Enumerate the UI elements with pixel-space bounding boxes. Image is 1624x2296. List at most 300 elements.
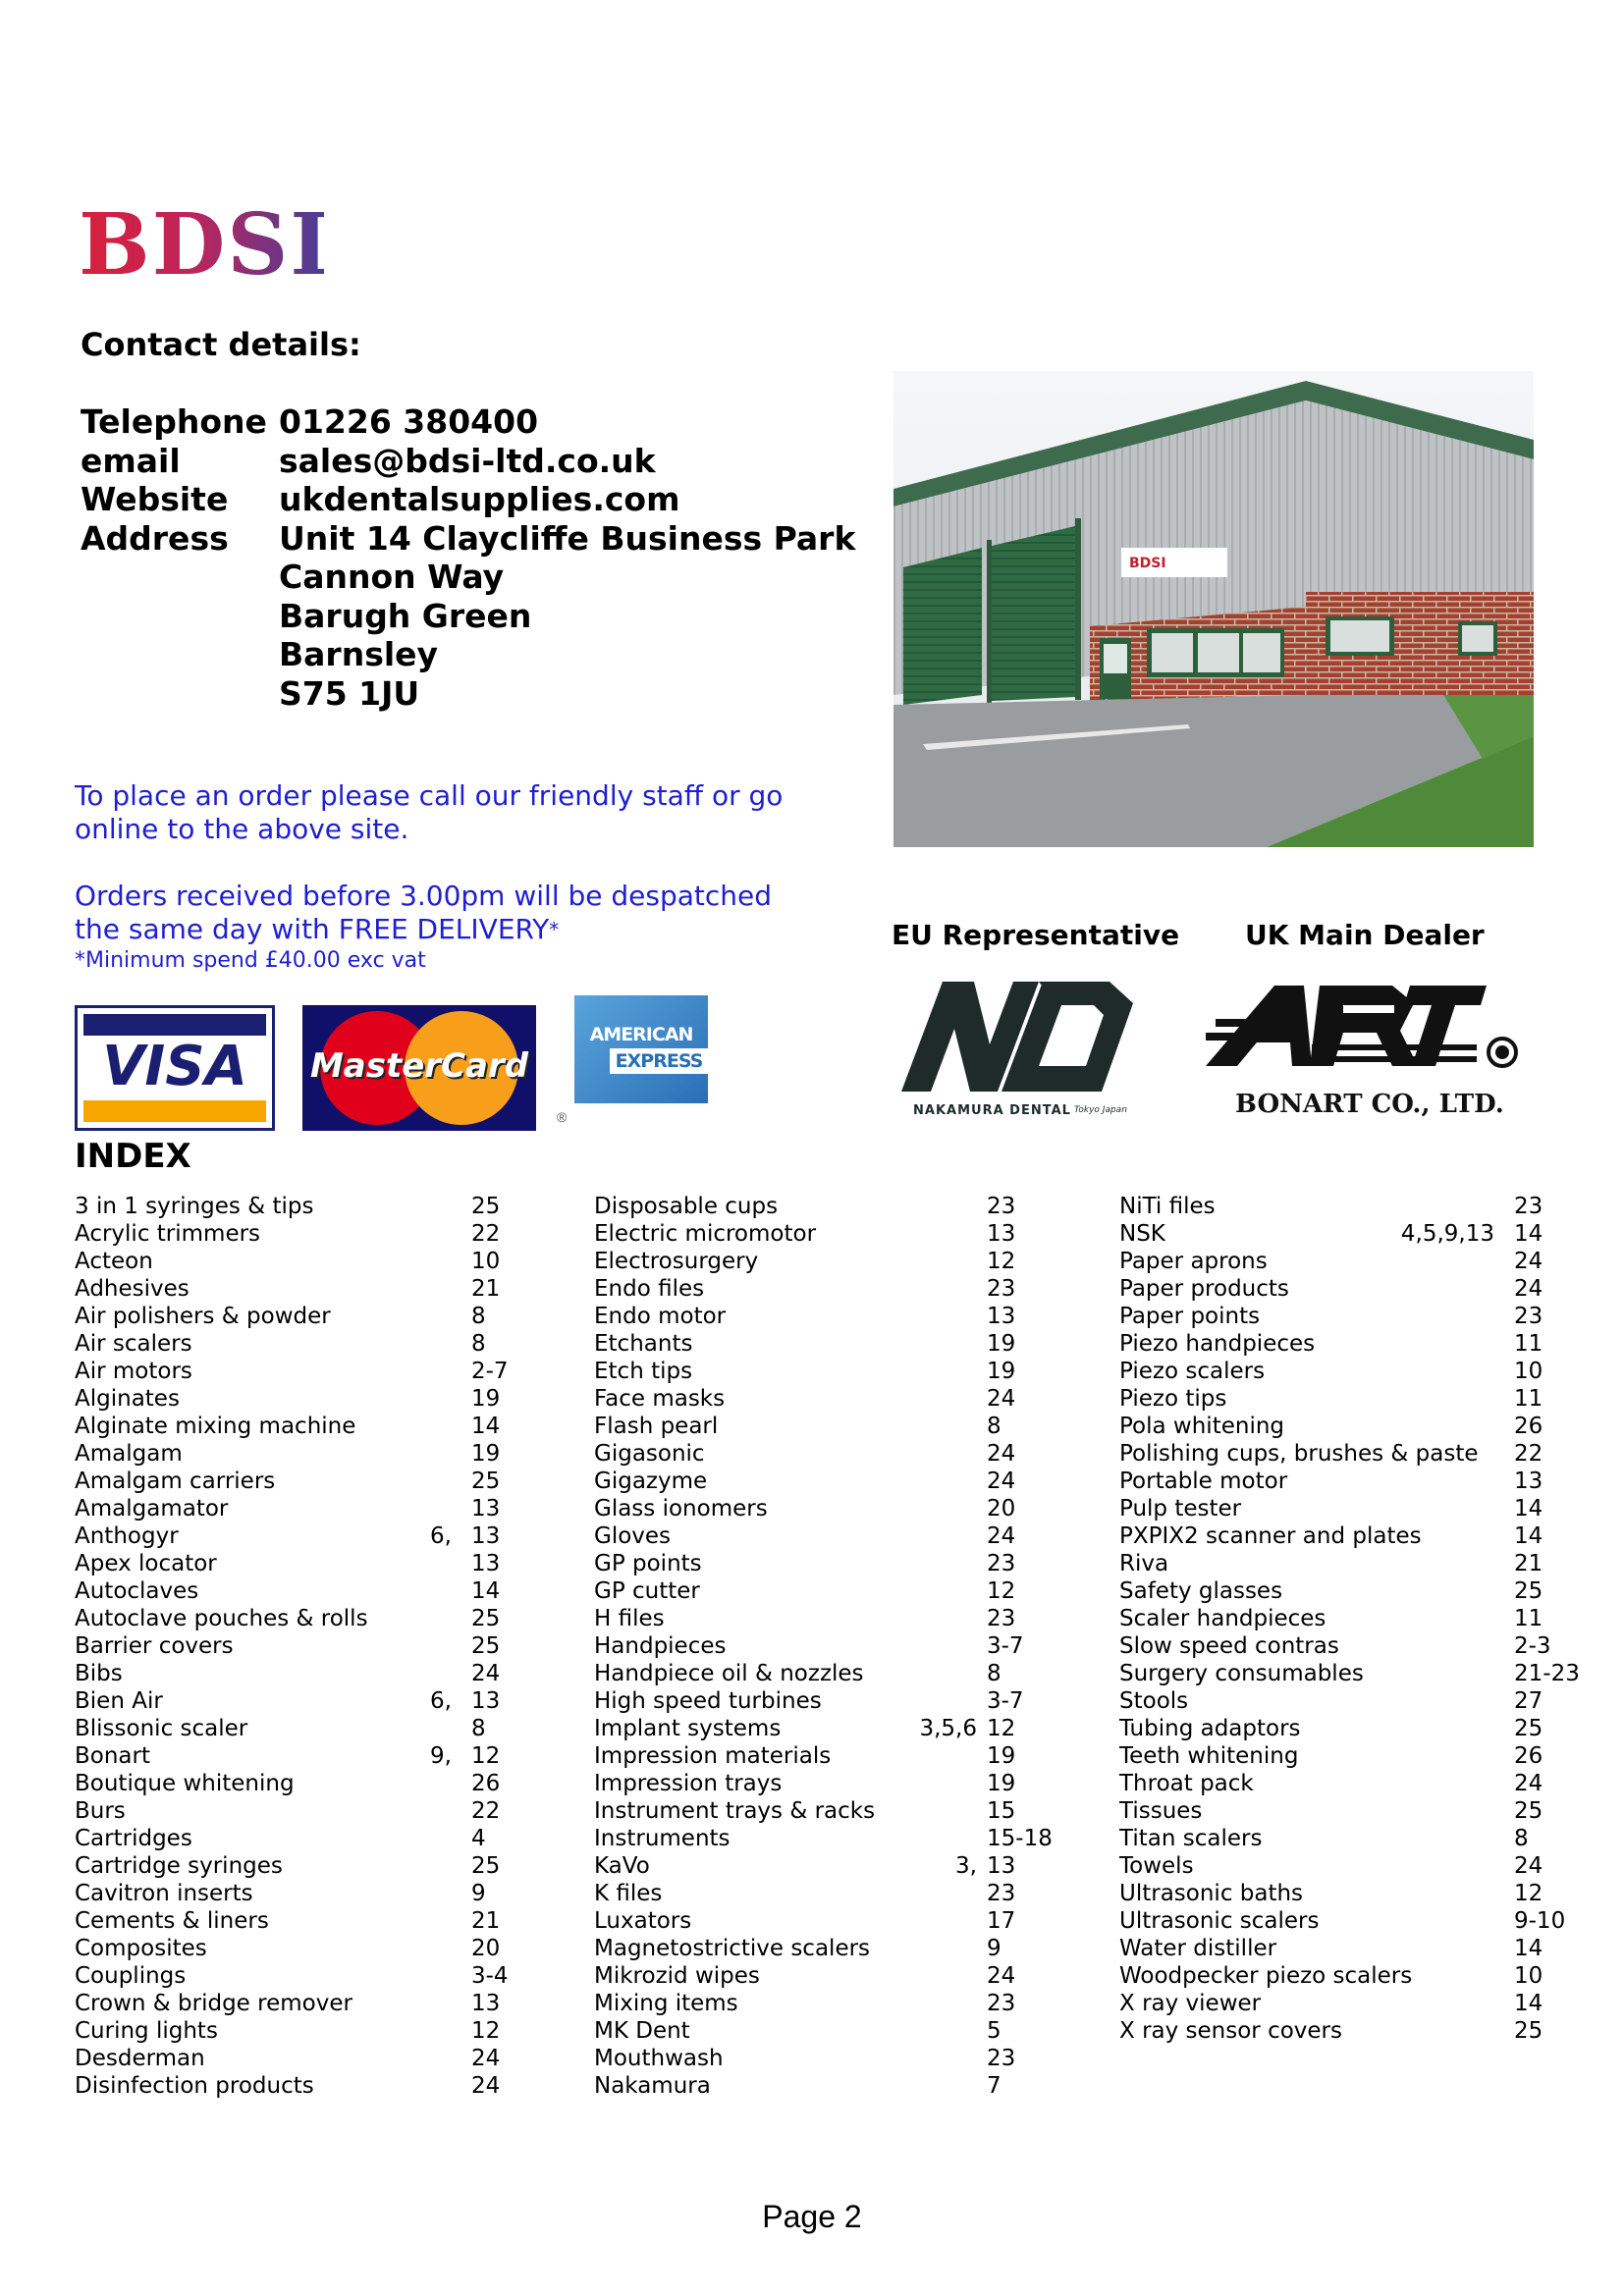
index-entry-name: Disposable cups [594, 1194, 779, 1219]
index-entry [594, 1275, 1016, 1303]
index-entry-page: 15 [987, 1798, 1016, 1824]
index-entry [1119, 1275, 1591, 1303]
index-entry-page: 24 [1514, 1853, 1543, 1879]
index-entry-name: Ultrasonic scalers [1119, 1908, 1320, 1934]
visa-bottom-band [83, 1100, 266, 1122]
index-entry-page: 22 [1514, 1441, 1543, 1467]
index-entry [75, 2045, 507, 2072]
index-entry [594, 1358, 1016, 1385]
index-entry-name: Disinfection products [75, 2073, 314, 2099]
index-entry-page: 13 [471, 1688, 501, 1714]
index-entry-name: Instruments [594, 1826, 731, 1851]
index-entry-name: Adhesives [75, 1276, 189, 1302]
index-entry [75, 1962, 507, 1990]
visa-wordmark: VISA [102, 1035, 247, 1098]
index-entry [1119, 1852, 1591, 1880]
index-entry-page: 20 [987, 1496, 1016, 1522]
minimum-spend-note: *Minimum spend £40.00 exc vat [75, 948, 426, 973]
index-entry [594, 1687, 1024, 1715]
index-entry-page: 21 [1514, 1551, 1543, 1576]
index-entry-name: GP cutter [594, 1578, 700, 1604]
index-entry [1119, 1660, 1591, 1687]
index-entry [1119, 1687, 1591, 1715]
index-entry [1119, 1797, 1591, 1825]
index-entry [594, 1577, 1016, 1605]
index-entry-name: NSK [1119, 1221, 1165, 1247]
index-entry-name: Scaler handpieces [1119, 1606, 1326, 1631]
index-entry-name: Implant systems [594, 1716, 782, 1741]
index-entry-page: 25 [1514, 1578, 1543, 1604]
index-entry-name: Amalgam carriers [75, 1468, 276, 1494]
index-entry [75, 1880, 507, 1907]
index-entry [75, 1193, 507, 1220]
index-entry [1119, 1632, 1591, 1660]
index-entry-page: 12 [1514, 1881, 1543, 1906]
building-sign-text: BDSI [1129, 556, 1166, 571]
index-entry-name: Piezo tips [1119, 1386, 1227, 1412]
index-entry [75, 1797, 507, 1825]
index-entry-name: Boutique whitening [75, 1771, 295, 1796]
index-entry-name: Safety glasses [1119, 1578, 1283, 1604]
index-entry-name: Alginates [75, 1386, 180, 1412]
index-entry-name: Etchants [594, 1331, 693, 1357]
index-entry-name: Cements & liners [75, 1908, 269, 1934]
index-entry-page: 19 [471, 1386, 501, 1412]
index-entry-page: 14 [1514, 1221, 1543, 1247]
amex-registered-mark: ® [557, 1109, 568, 1125]
index-entry-page: 8 [987, 1661, 1001, 1686]
index-entry [594, 1990, 1016, 2017]
index-entry-name: Water distiller [1119, 1936, 1277, 1961]
index-entry-page: 23 [1514, 1194, 1543, 1219]
index-entry-page: 13 [987, 1853, 1016, 1879]
index-entry-name: Anthogyr [75, 1523, 179, 1549]
index-entry-page: 13 [1514, 1468, 1543, 1494]
index-entry-page: 25 [471, 1606, 501, 1631]
index-entry [75, 1577, 507, 1605]
index-entry-page: 10 [471, 1249, 501, 1274]
index-entry [75, 1660, 507, 1687]
index-entry-page: 24 [471, 1661, 501, 1686]
index-entry-page: 8 [471, 1331, 486, 1357]
index-column-2 [594, 1193, 1053, 2100]
index-entry-page: 25 [471, 1853, 501, 1879]
index-entry [1119, 1303, 1591, 1330]
index-entry-name: Teeth whitening [1119, 1743, 1299, 1769]
index-entry-page: 2-7 [471, 1359, 509, 1384]
index-entry [1119, 1468, 1591, 1495]
index-entry [75, 1330, 507, 1358]
index-entry-name: Portable motor [1119, 1468, 1288, 1494]
index-entry [1119, 1907, 1591, 1935]
index-entry-page: 13 [471, 1523, 501, 1549]
contact-details-title: Contact details: [81, 326, 361, 363]
contact-label: Address [81, 518, 229, 558]
index-entry-name: Etch tips [594, 1359, 693, 1384]
index-entry [1119, 1715, 1591, 1742]
art-monogram-icon [1196, 976, 1526, 1084]
index-entry-name: 3 in 1 syringes & tips [75, 1194, 314, 1219]
index-title: INDEX [75, 1137, 191, 1176]
index-entry-name: Bibs [75, 1661, 123, 1686]
index-entry [1119, 1605, 1591, 1632]
page-number: Page 2 [762, 2199, 862, 2234]
index-entry-page: 5 [987, 2018, 1001, 2044]
index-entry-name: Gigazyme [594, 1468, 708, 1494]
index-entry [1119, 1193, 1591, 1220]
index-entry-page: 25 [1514, 2018, 1543, 2044]
index-entry-page: 24 [987, 1468, 1016, 1494]
index-entry-page: 14 [1514, 1523, 1543, 1549]
index-entry-page: 26 [1514, 1414, 1543, 1439]
index-entry [75, 1468, 507, 1495]
index-entry-name: High speed turbines [594, 1688, 822, 1714]
index-entry-page: 23 [987, 1551, 1016, 1576]
index-entry [1119, 1990, 1591, 2017]
index-entry [75, 1825, 507, 1852]
visa-card-logo [75, 1005, 275, 1131]
index-entry-name: Titan scalers [1119, 1826, 1263, 1851]
index-entry-name: Cavitron inserts [75, 1881, 253, 1906]
index-entry [594, 1742, 1016, 1770]
index-entry [75, 1687, 507, 1715]
index-entry-extra-pages: 9, [430, 1743, 452, 1769]
index-entry [1119, 1220, 1591, 1248]
contact-value: Barnsley [279, 635, 439, 673]
index-entry-name: Magnetostrictive scalers [594, 1936, 871, 1961]
index-entry [1119, 1330, 1591, 1358]
index-entry-name: Desderman [75, 2046, 205, 2071]
index-entry-page: 26 [471, 1771, 501, 1796]
index-entry-extra-pages: 4,5,9,13 [1400, 1221, 1494, 1247]
contact-value: Unit 14 Claycliffe Business Park [279, 518, 856, 558]
index-entry-name: Couplings [75, 1963, 187, 1989]
index-entry-page: 15-18 [987, 1826, 1053, 1851]
index-entry-page: 21 [471, 1276, 501, 1302]
index-entry [75, 1385, 507, 1413]
index-entry-page: 8 [471, 1716, 486, 1741]
index-entry-page: 26 [1514, 1743, 1543, 1769]
index-entry-name: H files [594, 1606, 665, 1631]
index-entry [594, 1193, 1016, 1220]
index-entry-name: Amalgam [75, 1441, 183, 1467]
index-entry [594, 1220, 1016, 1248]
index-entry-name: Bien Air [75, 1688, 163, 1714]
index-entry-page: 23 [987, 1881, 1016, 1906]
index-entry [75, 1522, 507, 1550]
index-entry [75, 1907, 507, 1935]
index-entry-page: 23 [987, 1991, 1016, 2016]
index-entry [594, 2072, 1016, 2100]
index-entry-page: 13 [987, 1221, 1016, 1247]
index-entry [594, 1935, 1016, 1962]
index-entry [75, 1715, 507, 1742]
index-entry [594, 1248, 1016, 1275]
index-entry-name: Polishing cups, brushes & paste [1119, 1441, 1479, 1467]
index-entry-name: Cartridges [75, 1826, 192, 1851]
index-entry [1119, 1935, 1591, 1962]
index-entry [594, 1440, 1016, 1468]
index-entry [75, 2017, 507, 2045]
mastercard-wordmark: MasterCard [309, 1046, 529, 1086]
contact-value[interactable]: ukdentalsupplies.com [279, 480, 680, 518]
index-entry [1119, 1825, 1591, 1852]
index-entry [594, 1413, 1016, 1440]
index-entry-extra-pages: 6, [430, 1688, 452, 1714]
index-entry [594, 1632, 1024, 1660]
contact-label: Website [81, 480, 229, 518]
index-entry [1119, 1962, 1591, 1990]
index-entry-name: Riva [1119, 1551, 1169, 1576]
index-entry-page: 13 [471, 1496, 501, 1522]
index-entry-name: Mouthwash [594, 2046, 724, 2071]
index-entry [75, 1990, 507, 2017]
index-entry [594, 1468, 1016, 1495]
nakamura-subcaption: Tokyo Japan [1074, 1105, 1127, 1115]
index-entry-name: Curing lights [75, 2018, 218, 2044]
bdsi-logo [79, 195, 332, 294]
index-entry-name: Acrylic trimmers [75, 1221, 261, 1247]
index-entry-name: GP points [594, 1551, 702, 1576]
order-info-line-1: To place an order please call our friendly staff or go [75, 779, 784, 812]
index-entry [594, 1880, 1016, 1907]
index-entry-page: 21-23 [1514, 1661, 1580, 1686]
index-entry-name: X ray sensor covers [1119, 2018, 1342, 2044]
index-entry-name: NiTi files [1119, 1194, 1216, 1219]
index-entry-page: 19 [987, 1743, 1016, 1769]
index-entry-page: 27 [1514, 1688, 1543, 1714]
nd-monogram-icon [892, 976, 1141, 1097]
contact-value: Cannon Way [279, 558, 505, 596]
index-entry-page: 12 [471, 2018, 501, 2044]
index-entry-name: Bonart [75, 1743, 150, 1769]
contact-value: Barugh Green [279, 596, 532, 635]
index-entry-page: 22 [471, 1221, 501, 1247]
index-entry [75, 1935, 507, 1962]
index-entry [594, 1962, 1016, 1990]
index-entry-page: 13 [987, 1304, 1016, 1329]
index-entry [1119, 1522, 1591, 1550]
index-entry-name: MK Dent [594, 2018, 690, 2044]
index-entry [75, 1248, 507, 1275]
index-entry [75, 1275, 507, 1303]
index-entry-name: Crown & bridge remover [75, 1991, 352, 2016]
index-entry-page: 24 [1514, 1249, 1543, 1274]
index-entry-name: K files [594, 1881, 663, 1906]
index-entry-name: Face masks [594, 1386, 726, 1412]
order-info-line-2: online to the above site. [75, 813, 409, 845]
index-entry [1119, 1742, 1591, 1770]
index-entry-page: 24 [987, 1386, 1016, 1412]
index-entry-page: 8 [471, 1304, 486, 1329]
index-entry-page: 22 [471, 1798, 501, 1824]
index-entry-page: 24 [471, 2073, 501, 2099]
index-entry-page: 24 [471, 2046, 501, 2071]
index-entry-name: Handpiece oil & nozzles [594, 1661, 864, 1686]
index-entry-page: 7 [987, 2073, 1001, 2099]
index-entry-name: Endo motor [594, 1304, 727, 1329]
index-entry-name: Slow speed contras [1119, 1633, 1339, 1659]
index-entry-name: Luxators [594, 1908, 692, 1934]
asterisk-mark: * [549, 918, 560, 941]
index-entry [75, 1495, 507, 1522]
index-entry-page: 3-7 [987, 1633, 1024, 1659]
index-column-1 [75, 1193, 507, 2100]
index-entry-page: 13 [471, 1991, 501, 2016]
index-entry [594, 1330, 1016, 1358]
index-entry-page: 12 [471, 1743, 501, 1769]
index-entry-name: Impression materials [594, 1743, 832, 1769]
index-entry-name: Air scalers [75, 1331, 192, 1357]
index-entry [1119, 1440, 1591, 1468]
index-entry-name: Flash pearl [594, 1414, 719, 1439]
index-entry-page: 11 [1514, 1386, 1543, 1412]
index-entry-page: 12 [987, 1249, 1016, 1274]
index-entry [1119, 1385, 1591, 1413]
index-entry-name: Gloves [594, 1523, 672, 1549]
index-entry [1119, 1495, 1591, 1522]
index-entry-page: 3-7 [987, 1688, 1024, 1714]
index-entry [594, 1495, 1016, 1522]
index-entry-page: 10 [1514, 1963, 1543, 1989]
index-entry-name: Nakamura [594, 2073, 711, 2099]
index-entry-name: Handpieces [594, 1633, 727, 1659]
index-entry [594, 1797, 1016, 1825]
index-entry-name: Barrier covers [75, 1633, 234, 1659]
contact-value: S75 1JU [279, 673, 420, 713]
uk-main-dealer-label: UK Main Dealer [1245, 919, 1485, 951]
index-entry-page: 3-4 [471, 1963, 509, 1989]
index-entry-name: Throat pack [1119, 1771, 1254, 1796]
index-entry-name: Stools [1119, 1688, 1189, 1714]
index-entry-page: 19 [471, 1441, 501, 1467]
index-entry-name: Paper products [1119, 1276, 1289, 1302]
index-entry-name: Cartridge syringes [75, 1853, 283, 1879]
index-entry-page: 4 [471, 1826, 486, 1851]
index-entry-name: Burs [75, 1798, 126, 1824]
index-entry [594, 2045, 1016, 2072]
index-entry-name: X ray viewer [1119, 1991, 1262, 2016]
index-entry-name: Blissonic scaler [75, 1716, 248, 1741]
index-entry-name: Air motors [75, 1359, 192, 1384]
index-entry-page: 19 [987, 1331, 1016, 1357]
index-entry-page: 23 [1514, 1304, 1543, 1329]
index-entry-page: 9-10 [1514, 1908, 1566, 1934]
amex-top-text: AMERICAN [589, 1024, 693, 1045]
index-entry-page: 24 [1514, 1276, 1543, 1302]
index-entry [75, 1413, 507, 1440]
index-entry-name: Ultrasonic baths [1119, 1881, 1304, 1906]
building-photo [893, 371, 1534, 847]
nakamura-dental-logo [892, 976, 1141, 1129]
index-entry [75, 1605, 507, 1632]
order-info-line-3: Orders received before 3.00pm will be despatched [75, 880, 773, 912]
building-photo-illustration [893, 371, 1534, 847]
index-entry [594, 1825, 1053, 1852]
index-entry-page: 24 [987, 1523, 1016, 1549]
index-entry [75, 1852, 507, 1880]
index-entry-name: Autoclaves [75, 1578, 199, 1604]
index-entry-page: 12 [987, 1578, 1016, 1604]
index-entry [1119, 1550, 1591, 1577]
index-entry-name: Autoclave pouches & rolls [75, 1606, 368, 1631]
index-entry-page: 19 [987, 1771, 1016, 1796]
index-entry-name: Acteon [75, 1249, 153, 1274]
index-entry-name: Surgery consumables [1119, 1661, 1364, 1686]
contact-label: Telephone [81, 402, 267, 441]
index-entry-page: 14 [471, 1414, 501, 1439]
index-entry-name: Paper points [1119, 1304, 1261, 1329]
contact-value[interactable]: sales@bdsi-ltd.co.uk [279, 441, 656, 480]
index-entry-name: Instrument trays & racks [594, 1798, 876, 1824]
index-entry-name: Composites [75, 1936, 207, 1961]
index-entry [1119, 1880, 1591, 1907]
index-entry-name: Pulp tester [1119, 1496, 1242, 1522]
index-entry-name: Amalgamator [75, 1496, 229, 1522]
index-entry-page: 12 [987, 1716, 1016, 1741]
index-entry [594, 1715, 1016, 1742]
index-entry [1119, 1577, 1591, 1605]
index-entry-page: 8 [987, 1414, 1001, 1439]
contact-value[interactable]: 01226 380400 [279, 402, 539, 441]
bonart-caption: BONART CO., LTD. [1235, 1090, 1504, 1119]
nakamura-caption: NAKAMURA DENTAL [913, 1103, 1071, 1118]
index-entry-name: Pola whitening [1119, 1414, 1285, 1439]
index-entry [1119, 2017, 1591, 2045]
index-entry-name: Paper aprons [1119, 1249, 1268, 1274]
index-entry [1119, 1358, 1591, 1385]
index-entry [594, 1605, 1016, 1632]
index-entry-name: Glass ionomers [594, 1496, 768, 1522]
index-entry [594, 1385, 1016, 1413]
index-entry-page: 25 [471, 1468, 501, 1494]
eu-representative-label: EU Representative [892, 919, 1180, 951]
index-entry-page: 10 [1514, 1359, 1543, 1384]
index-entry-name: Apex locator [75, 1551, 217, 1576]
index-entry-page: 24 [987, 1441, 1016, 1467]
index-entry-name: Gigasonic [594, 1441, 705, 1467]
index-entry [75, 1440, 507, 1468]
index-entry-page: 11 [1514, 1331, 1543, 1357]
index-entry-page: 14 [1514, 1496, 1543, 1522]
index-entry-name: Mikrozid wipes [594, 1963, 760, 1989]
index-entry-extra-pages: 3, [955, 1853, 977, 1879]
index-entry-page: 14 [1514, 1936, 1543, 1961]
index-entry-page: 24 [987, 1963, 1016, 1989]
index-entry-page: 9 [471, 1881, 486, 1906]
index-entry-page: 25 [471, 1633, 501, 1659]
index-entry-extra-pages: 6, [430, 1523, 452, 1549]
index-entry [75, 1303, 507, 1330]
index-entry [75, 1770, 507, 1797]
index-entry-name: Air polishers & powder [75, 1304, 331, 1329]
index-entry-page: 19 [987, 1359, 1016, 1384]
index-entry-page: 23 [987, 2046, 1016, 2071]
index-entry-name: Electric micromotor [594, 1221, 817, 1247]
index-entry [75, 1632, 507, 1660]
index-entry-page: 11 [1514, 1606, 1543, 1631]
index-entry-page: 25 [1514, 1798, 1543, 1824]
amex-bottom-text: EXPRESS [615, 1050, 703, 1072]
index-column-3 [1119, 1193, 1591, 2045]
index-entry-page: 21 [471, 1908, 501, 1934]
american-express-logo [555, 993, 710, 1131]
index-entry [75, 1358, 507, 1385]
index-entry-page: 23 [987, 1276, 1016, 1302]
index-entry-page: 13 [471, 1551, 501, 1576]
index-entry [594, 2017, 1016, 2045]
index-entry [594, 1852, 1016, 1880]
